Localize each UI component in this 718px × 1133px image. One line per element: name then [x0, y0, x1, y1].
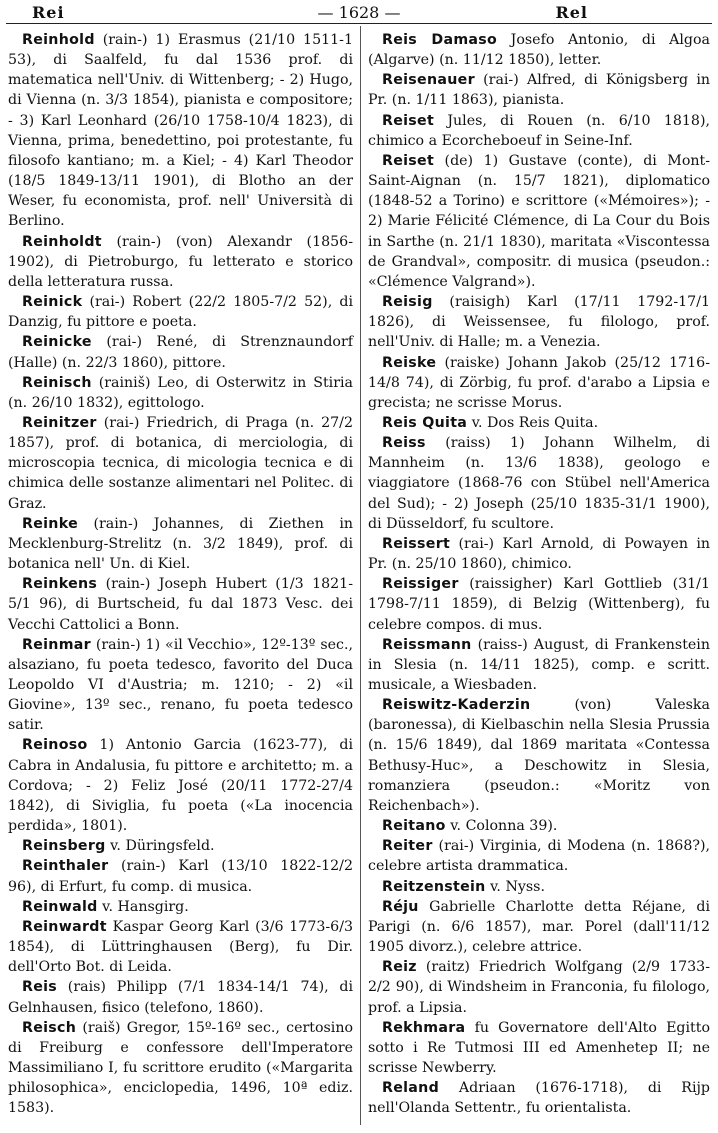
entry-headword: Reis Quita — [382, 414, 468, 431]
dictionary-entry — [368, 70, 710, 110]
entry-headword: Rekhmara — [382, 1019, 466, 1036]
entry-text: v. Hansgirg. — [97, 898, 189, 915]
dictionary-entry — [368, 1018, 710, 1078]
dictionary-entry — [368, 574, 710, 634]
dictionary-entry — [368, 151, 710, 292]
entry-headword: Reinwald — [22, 898, 98, 915]
entry-text: (rain-) Johannes, di Ziethen in Mecklenburg-Strelitz (n. 3/2 1849), prof. di botanica nell' Un. di Kiel. — [8, 515, 353, 573]
entry-text: v. Dos Reis Quita. — [467, 414, 599, 431]
dictionary-entry — [8, 856, 353, 896]
dictionary-entry — [8, 897, 353, 917]
dictionary-entry — [8, 514, 353, 574]
entry-text: v. Colonna 39). — [445, 818, 558, 835]
entry-text: (rain-) 1) «il Vecchio», 12º-13º sec., alsaziano, fu poeta tedesco, favorito del Duca Leopoldo VI d'Austria; m. 1210; - 2) «il Giovine», 13º sec., renano, fu poeta tedesco satir. — [8, 636, 353, 734]
entry-headword: Reinicke — [22, 334, 92, 351]
dictionary-entry — [368, 957, 710, 1017]
header-rule — [6, 23, 712, 24]
entry-headword: Reinick — [22, 294, 83, 311]
dictionary-entry — [8, 977, 353, 1017]
entry-headword: Reinwardt — [22, 918, 107, 935]
dictionary-entry — [368, 413, 710, 433]
entry-text: (rai-) Karl Arnold, di Powayen in Pr. (n. 25/10 1860), chimico. — [368, 535, 710, 573]
dictionary-entry — [8, 574, 353, 634]
entry-headword: Reissiger — [382, 576, 459, 593]
entry-headword: Reissert — [382, 535, 451, 552]
entry-text: (rain-) Joseph Hubert (1/3 1821-5/1 96), di Burtscheid, fu dal 1873 Vesc. dei Vecchi Cattolici a Bonn. — [8, 576, 353, 633]
entry-text: (raiske) Johann Jakob (25/12 1716-14/8 74), di Zörbig, fu prof. d'arabo a Lipsia e grecista; ne scrisse Morus. — [368, 354, 710, 411]
page-header — [0, 0, 718, 26]
dictionary-entry — [8, 413, 353, 514]
dictionary-entry — [368, 353, 710, 413]
entry-text: (rai-) René, di Strenznaundorf (Halle) (n. 22/3 1860), pittore. — [8, 334, 353, 371]
entry-headword: Reisch — [22, 1019, 77, 1036]
dictionary-entry — [8, 735, 353, 836]
entry-headword: Reitzenstein — [382, 878, 486, 895]
dictionary-entry — [8, 635, 353, 736]
entry-headword: Reiss — [382, 435, 426, 452]
entry-text: (raiš) Gregor, 15º-16º sec., certosino di Freiburg e confessore dell'Imperatore Massimiliano I, fu scrittore erudito («Margarita philosophica», enciclopedia, 1496, 10ª ediz. 1583). — [8, 1019, 353, 1117]
dictionary-entry — [8, 1018, 353, 1119]
entry-text: (raisigh) Karl (17/11 1792-17/1 1826), di Weissensee, fu filologo, prof. nell'Univ. di Halle; m. a Venezia. — [368, 294, 710, 351]
entry-headword: Reis Damaso — [382, 32, 498, 48]
entry-text: (rain-) 1) Erasmus (21/10 1511-1 53), di Saalfeld, fu dal 1536 prof. di matematica nell'Univ. di Wittenberg; - 2) Hugo, di Vienna (n. 3/3 1854), pianista e compositore; - 3) Karl Leonhard (26/10 1758-10/4 1823), di Vienna, prima, benedettino, poi protestante, fu filosofo kantiano; m. a Kiel; - 4) Karl Theodor (18/5 1849-13/11 1901), di Blotho an der Weser, fu economista, prof. nell' Università di Berlino. — [8, 32, 353, 230]
entry-headword: Reinmar — [22, 636, 91, 653]
entry-text: (rain-) Karl (13/10 1822-12/2 96), di Erfurt, fu comp. di musica. — [8, 858, 353, 895]
entry-headword: Reland — [382, 1080, 440, 1097]
dictionary-entry — [368, 292, 710, 352]
dictionary-entry — [8, 836, 353, 856]
entry-headword: Reiswitz-Kaderzin — [382, 697, 531, 714]
dictionary-entry — [368, 111, 710, 151]
dictionary-entry — [368, 897, 710, 957]
entry-text: (rai-) Friedrich, di Praga (n. 27/2 1857), prof. di botanica, di merciologia, di microscopia tecnica, di micologia tecnica e di chimica delle sostanze alimentari nel Politec. di Graz. — [8, 414, 353, 512]
entry-text: v. Nyss. — [485, 878, 545, 895]
entry-headword: Reisig — [382, 294, 433, 311]
dictionary-entry — [368, 695, 710, 816]
entry-text: (de) 1) Gustave (conte), di Mont-Saint-Aignan (n. 15/7 1821), diplomatico (1848-52 a Torino) e scrittore («Mémoires»); - 2) Marie Félicité Clémence, di La Cour du Bois in Sarthe (n. 21/1 1830), maritata «Viscontessa de Grandval», compositr. di musica (pseudon.: «Clémence Valgrand»). — [368, 152, 710, 290]
entry-headword: Reinhold — [22, 32, 95, 48]
page-number: — 1628 — — [317, 3, 401, 22]
column-divider — [360, 26, 361, 1125]
entry-text: Adriaan (1676-1718), di Rijp nell'Olanda Settentr., fu orientalista. — [368, 1080, 710, 1117]
dictionary-entry — [368, 877, 710, 897]
entry-text: (rai-) Virginia, di Modena (n. 1868?), celebre artista drammatica. — [368, 838, 710, 875]
dictionary-entry — [8, 332, 353, 372]
entry-headword: Reis — [22, 979, 58, 996]
dictionary-entry — [8, 292, 353, 332]
entry-text: Gabrielle Charlotte detta Réjane, di Parigi (n. 6/6 1857), mar. Porel (dall'11/12 1905 divorz.), celebre attrice. — [368, 898, 710, 956]
entry-text: (rainiš) Leo, di Osterwitz in Stiria (n. 26/10 1832), egittologo. — [8, 374, 353, 411]
entry-text: v. Düringsfeld. — [105, 838, 215, 855]
dictionary-entry — [368, 836, 710, 876]
entry-headword: Reinke — [22, 515, 78, 532]
entry-text: (rain-) (von) Alexandr (1856-1902), di Pietroburgo, fu letterato e storico della letteratura russa. — [8, 233, 353, 290]
entry-text: (rai-) Alfred, di Königsberg in Pr. (n. 1/11 1863), pianista. — [368, 72, 710, 109]
entry-headword: Reinitzer — [22, 414, 97, 431]
dictionary-entry — [368, 635, 710, 695]
entry-headword: Reissmann — [382, 636, 472, 653]
entry-headword: Réju — [382, 898, 419, 915]
dictionary-entry — [368, 1078, 710, 1118]
left-column — [8, 30, 353, 1118]
entry-text: (raitz) Friedrich Wolfgang (2/9 1733-2/2 90), di Windsheim in Franconia, fu filologo, prof. a Lipsia. — [368, 959, 710, 1016]
entry-text: Josefo Antonio, di Algoa (Algarve) (n. 11/12 1850), letter. — [368, 32, 710, 69]
entry-text: (raiss-) August, di Frankenstein in Slesia (n. 14/11 1825), comp. e scritt. musicale, a Wiesbaden. — [368, 636, 710, 693]
entry-text: fu Governatore dell'Alto Egitto sotto i Re Tutmosi III ed Amenhetep II; ne scrisse Newberry. — [368, 1019, 710, 1076]
dictionary-entry — [368, 30, 710, 70]
entry-headword: Reinholdt — [22, 233, 102, 250]
entry-text: (von) Valeska (baronessa), di Kielbaschin nella Slesia Prussia (n. 15/6 1849), dal 1869 maritata «Contessa Bethusy-Huc», a Deschowitz in Slesia, romanziera (pseudon.: «Moritz von Reichenbach»). — [368, 697, 710, 814]
entry-headword: Reiset — [382, 152, 435, 169]
dictionary-entry — [8, 917, 353, 977]
dictionary-entry — [8, 373, 353, 413]
entry-headword: Reinsberg — [22, 838, 106, 855]
dictionary-entry — [368, 534, 710, 574]
entry-headword: Reinkens — [22, 576, 98, 593]
entry-headword: Reinthaler — [22, 858, 109, 875]
entry-text: (rai-) Robert (22/2 1805-7/2 52), di Danzig, fu pittore e poeta. — [8, 294, 353, 331]
dictionary-entry — [368, 433, 710, 534]
dictionary-entry — [8, 30, 353, 232]
entry-headword: Reisenauer — [382, 72, 475, 89]
entry-headword: Reinoso — [22, 737, 88, 754]
entry-headword: Reiter — [382, 838, 433, 855]
dictionary-entry — [8, 232, 353, 292]
right-column — [368, 30, 710, 1118]
running-head-right: Rel — [555, 3, 588, 22]
dictionary-entry — [368, 816, 710, 836]
entry-text: (rais) Philipp (7/1 1834-14/1 74), di Gelnhausen, fisico (telefono, 1860). — [8, 979, 353, 1016]
entry-text: Jules, di Rouen (n. 6/10 1818), chimico a Ecorcheboeuf in Seine-Inf. — [368, 112, 710, 149]
entry-headword: Reitano — [382, 818, 446, 835]
entry-headword: Reiset — [382, 112, 435, 129]
entry-headword: Reiz — [382, 959, 417, 976]
entry-headword: Reinisch — [22, 374, 92, 391]
running-head-left: Rei — [32, 3, 65, 22]
entry-text: 1) Antonio Garcia (1623-77), di Cabra in Andalusia, fu pittore e architetto; m. a Cordova; - 2) Feliz José (20/11 1772-27/4 1842), di Siviglia, fu poeta («La inocencia perdida», 1801). — [8, 737, 353, 835]
entry-text: (raissigher) Karl Gottlieb (31/1 1798-7/11 1859), di Belzig (Wittenberg), fu celebre compos. di mus. — [368, 576, 710, 633]
entry-text: (raiss) 1) Johann Wilhelm, di Mannheim (n. 13/6 1838), geologo e viaggiatore (1868-76 con Stübel nell'America del Sud); - 2) Joseph (25/10 1835-31/1 1900), di Düsseldorf, fu scultore. — [368, 435, 710, 532]
entry-text: Kaspar Georg Karl (3/6 1773-6/3 1854), di Lüttringhausen (Berg), fu Dir. dell'Orto Bot. di Leida. — [8, 918, 353, 976]
entry-headword: Reiske — [382, 354, 437, 371]
